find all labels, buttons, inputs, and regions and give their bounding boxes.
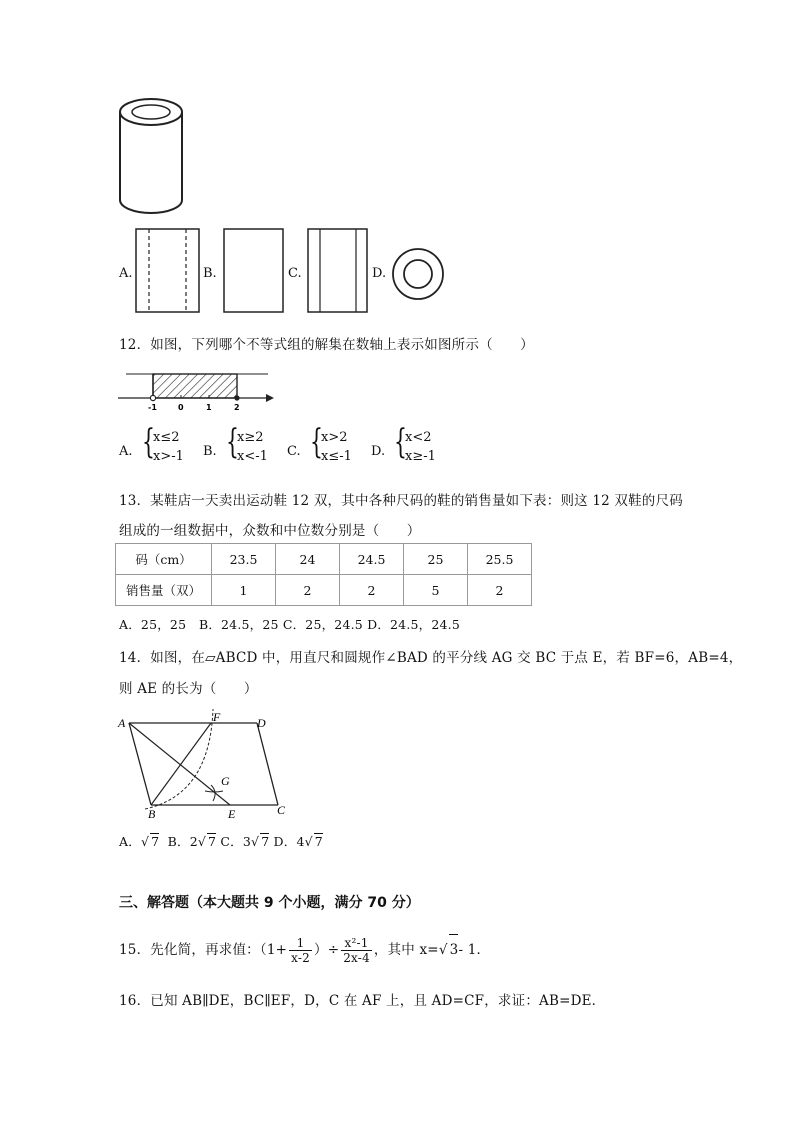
section-3-title: 三、解答题（本大题共 9 个小题，满分 70 分） bbox=[119, 895, 420, 911]
q11-option-c-label: C. bbox=[288, 266, 302, 281]
table-cell: 23.5 bbox=[212, 544, 276, 575]
q11-option-d-view bbox=[390, 246, 446, 302]
q12-option-d-label: D. bbox=[371, 444, 386, 459]
q12-option-b-line2: x<-1 bbox=[237, 449, 268, 464]
point-label-f: F bbox=[213, 710, 221, 724]
q11-option-d-label: D. bbox=[372, 266, 387, 281]
table-cell: 25.5 bbox=[468, 544, 532, 575]
q12-option-d-system bbox=[405, 428, 436, 466]
number-line-figure bbox=[118, 360, 278, 412]
q14-options bbox=[119, 832, 323, 850]
q15-fraction-2: $\frac{\text{x²-1}}{2x-4}$ bbox=[343, 936, 370, 965]
q12-option-b-label: B. bbox=[203, 444, 217, 459]
table-cell: 2 bbox=[276, 575, 340, 606]
table-cell: 5 bbox=[404, 575, 468, 606]
q12-option-a-line1: x≤2 bbox=[153, 430, 180, 445]
parallelogram-figure bbox=[115, 705, 295, 823]
axis-label-2: 2 bbox=[234, 403, 240, 412]
table-cell: 2 bbox=[468, 575, 532, 606]
axis-label-neg1: -1 bbox=[148, 403, 157, 412]
q14-text-line1: 14．如图，在▱ABCD 中，用直尺和圆规作∠BAD 的平分线 AG 交 BC 于点 E，若 BF=6，AB=4， bbox=[119, 650, 743, 666]
table-cell: 25 bbox=[404, 544, 468, 575]
q16-text: 16．已知 AB∥DE，BC∥EF，D，C 在 AF 上，且 AD=CF，求证：AB=DE． bbox=[119, 993, 606, 1009]
q12-text: 12．如图，下列哪个不等式组的解集在数轴上表示如图所示（ ） bbox=[119, 337, 534, 353]
q12-option-a-label: A. bbox=[119, 444, 133, 459]
size-sales-table bbox=[115, 543, 532, 606]
q13-options: A．25，25 B．24.5，25 C．25，24.5 D．24.5，24.5 bbox=[119, 617, 460, 632]
cylinder-figure bbox=[115, 95, 195, 220]
table-cell: 24.5 bbox=[340, 544, 404, 575]
q12-option-a-brace: { bbox=[142, 422, 155, 462]
axis-label-0: 0 bbox=[178, 403, 184, 412]
q13-text-line2: 组成的一组数据中，众数和中位数分别是（ ） bbox=[119, 523, 421, 539]
q11-option-b-label: B. bbox=[203, 266, 217, 281]
table-cell: 1 bbox=[212, 575, 276, 606]
q12-option-a-system bbox=[153, 428, 184, 466]
q12-option-c-system bbox=[321, 428, 352, 466]
table-cell: 24 bbox=[276, 544, 340, 575]
q15-text: 15．先化简，再求值：（1+ $\frac{1}{x-2}$ ）÷ $\frac{\text{x²-1}}{2x-4}$ ，其中 x=√ 3- 1． bbox=[119, 936, 491, 965]
q11-option-a-view bbox=[135, 228, 201, 314]
q14-option-b: B．2√ 7 bbox=[167, 834, 217, 849]
q12-option-d-brace: { bbox=[394, 422, 407, 462]
q12-option-c-line1: x>2 bbox=[321, 430, 348, 445]
q14-text-line2: 则 AE 的长为（ ） bbox=[119, 681, 258, 697]
point-label-a: A bbox=[118, 716, 126, 730]
table-cell: 销售量（双） bbox=[116, 575, 212, 606]
q12-option-d-line2: x≥-1 bbox=[405, 449, 436, 464]
q11-option-b-view bbox=[223, 228, 285, 314]
q14-option-d: D．4√ 7 bbox=[273, 834, 323, 849]
point-label-d: D bbox=[257, 716, 266, 730]
q11-option-c-view bbox=[307, 228, 369, 314]
point-label-g: G bbox=[221, 774, 230, 788]
q12-option-b-system bbox=[237, 428, 268, 466]
q15-fraction-1: $\frac{1}{x-2}$ bbox=[291, 936, 310, 965]
q12-option-c-brace: { bbox=[310, 422, 323, 462]
point-label-b: B bbox=[148, 807, 156, 821]
q12-option-b-brace: { bbox=[226, 422, 239, 462]
table-row-sales bbox=[116, 575, 532, 606]
q12-option-c-line2: x≤-1 bbox=[321, 449, 352, 464]
point-label-c: C bbox=[277, 803, 286, 817]
point-label-e: E bbox=[228, 807, 236, 821]
q14-option-c: C．3√ 7 bbox=[220, 834, 270, 849]
table-row-size bbox=[116, 544, 532, 575]
q11-option-a-label: A. bbox=[119, 266, 133, 281]
q12-option-a-line2: x>-1 bbox=[153, 449, 184, 464]
q12-option-b-line1: x≥2 bbox=[237, 430, 264, 445]
q12-option-c-label: C. bbox=[287, 444, 301, 459]
axis-label-1: 1 bbox=[206, 403, 212, 412]
table-cell: 2 bbox=[340, 575, 404, 606]
table-cell: 码（cm） bbox=[116, 544, 212, 575]
q12-option-d-line1: x<2 bbox=[405, 430, 432, 445]
q13-text-line1: 13．某鞋店一天卖出运动鞋 12 双，其中各种尺码的鞋的销售量如下表：则这 12 双鞋的尺码 bbox=[119, 493, 683, 509]
q14-option-a: A．√ 7 bbox=[119, 834, 160, 849]
